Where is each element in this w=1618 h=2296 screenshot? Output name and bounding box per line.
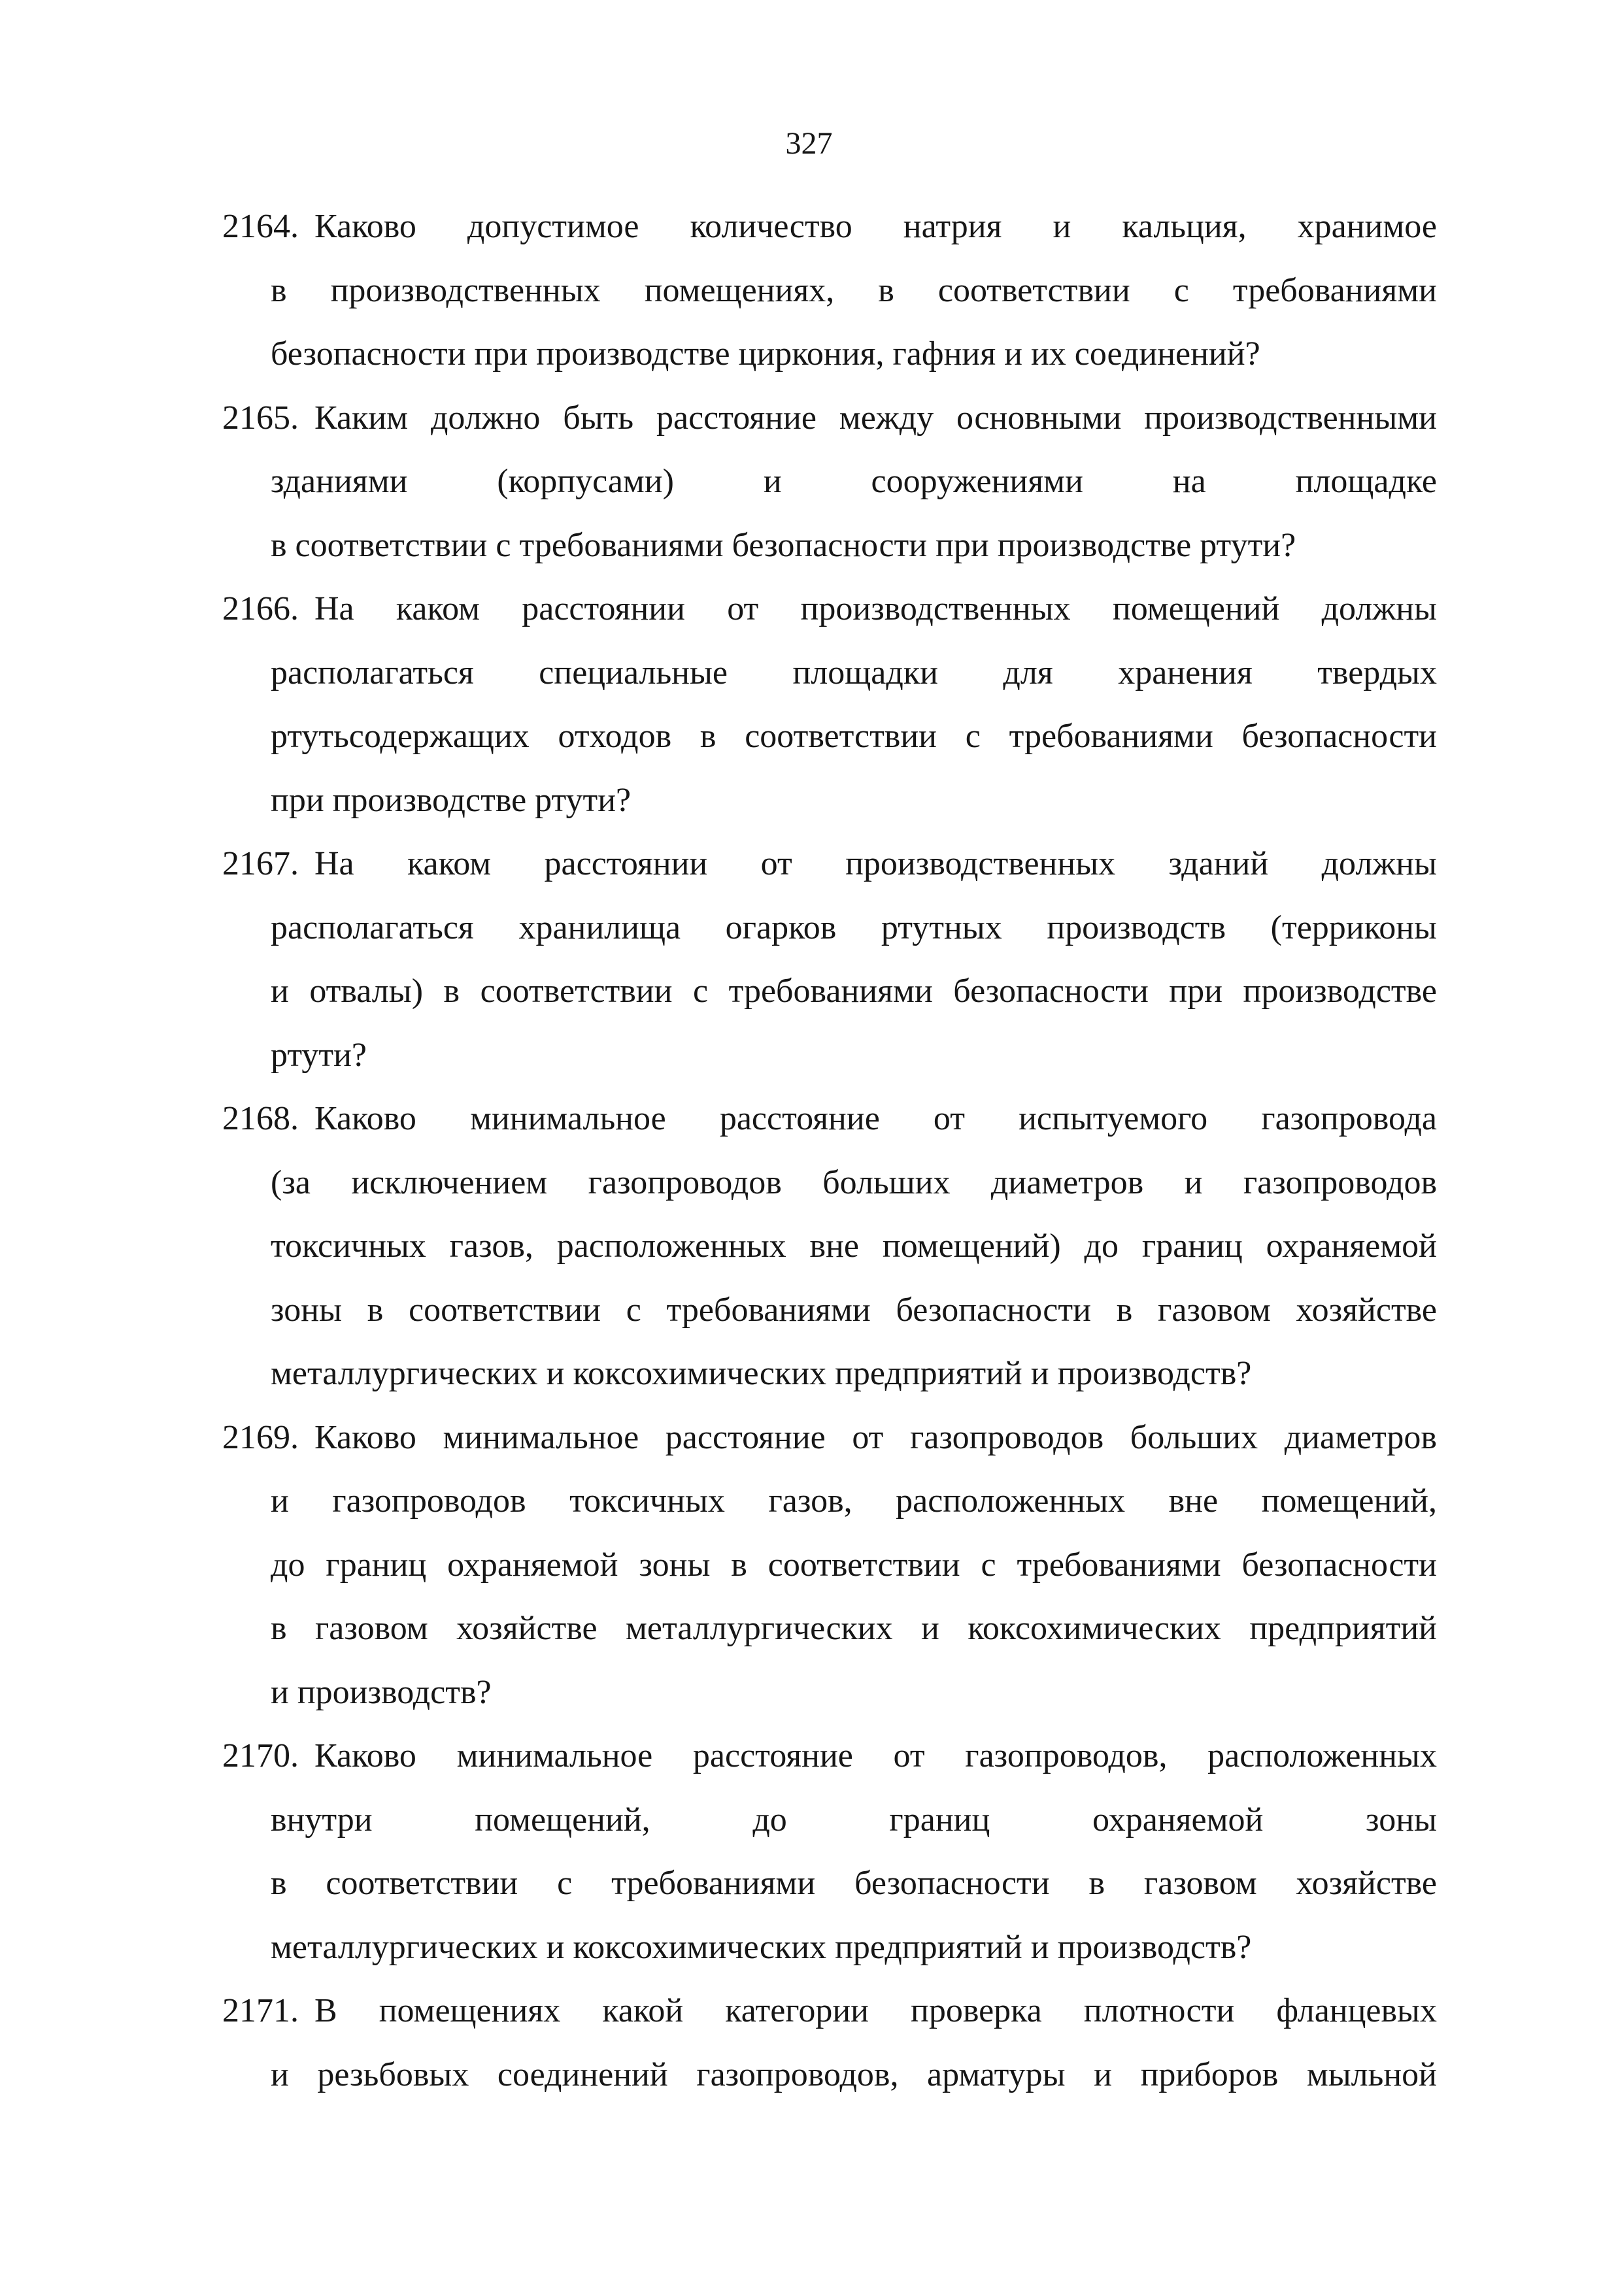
question-number: 2169.: [222, 1418, 299, 1456]
question-number: 2167.: [222, 845, 299, 882]
question-item: [222, 1724, 1437, 1979]
question-text-line: металлургических и коксохимических предприятий и производств?: [271, 1928, 1252, 1966]
question-text-line: В помещениях какой категории проверка плотности фланцевых: [314, 1992, 1437, 2029]
question-item: [222, 386, 1437, 578]
question-item: [222, 1087, 1437, 1406]
question-text-line: Каково минимальное расстояние от газопроводов больших диаметров: [314, 1418, 1437, 1456]
question-item: [222, 1406, 1437, 1725]
question-number: 2165.: [222, 399, 299, 437]
question-text-line: Каково допустимое количество натрия и кальция, хранимое: [314, 208, 1437, 245]
question-text-line: и резьбовых соединений газопроводов, арматуры и приборов мыльной: [271, 2055, 1437, 2093]
question-text-line: ртути?: [271, 1036, 367, 1074]
question-item: [222, 1979, 1437, 2106]
question-text-line: токсичных газов, расположенных вне помещений) до границ охраняемой: [271, 1227, 1437, 1265]
page-number: 327: [785, 126, 833, 161]
question-text-line: На каком расстоянии от производственных зданий должны: [314, 845, 1437, 882]
question-item: [222, 195, 1437, 386]
question-text-line: и отвалы) в соответствии с требованиями безопасности при производстве: [271, 973, 1437, 1010]
question-text-line: и газопроводов токсичных газов, расположенных вне помещений,: [271, 1482, 1437, 1520]
question-text-line: зоны в соответствии с требованиями безопасности в газовом хозяйстве: [271, 1291, 1437, 1329]
question-number: 2171.: [222, 1992, 299, 2029]
question-list: [222, 195, 1437, 2106]
question-text-line: в соответствии с требованиями безопасности при производстве ртути?: [271, 526, 1296, 564]
question-text-line: металлургических и коксохимических предприятий и производств?: [271, 1355, 1252, 1392]
question-text-line: Каково минимальное расстояние от газопроводов, расположенных: [314, 1737, 1437, 1774]
question-number: 2168.: [222, 1100, 299, 1137]
question-text-line: зданиями (корпусами) и сооружениями на площадке: [271, 463, 1437, 500]
question-number: 2170.: [222, 1737, 299, 1774]
question-text-line: ртутьсодержащих отходов в соответствии с требованиями безопасности: [271, 718, 1437, 755]
question-text-line: и производств?: [271, 1673, 492, 1711]
question-text-line: в производственных помещениях, в соответствии с требованиями: [271, 271, 1437, 309]
question-text-line: Каково минимальное расстояние от испытуемого газопровода: [314, 1100, 1437, 1137]
question-text-line: располагаться специальные площадки для хранения твердых: [271, 654, 1437, 691]
question-text-line: (за исключением газопроводов больших диаметров и газопроводов: [271, 1163, 1437, 1201]
question-text-line: внутри помещений, до границ охраняемой зоны: [271, 1801, 1437, 1838]
question-text-line: На каком расстоянии от производственных помещений должны: [314, 590, 1437, 627]
question-text-line: располагаться хранилища огарков ртутных производств (терриконы: [271, 908, 1437, 946]
question-number: 2164.: [222, 208, 299, 245]
question-text-line: безопасности при производстве циркония, гафния и их соединений?: [271, 335, 1260, 373]
question-text-line: до границ охраняемой зоны в соответствии с требованиями безопасности: [271, 1546, 1437, 1584]
question-text-line: Каким должно быть расстояние между основными производственными: [314, 399, 1437, 437]
question-item: [222, 832, 1437, 1087]
question-text-line: в соответствии с требованиями безопасности в газовом хозяйстве: [271, 1865, 1437, 1902]
question-text-line: при производстве ртути?: [271, 781, 632, 819]
question-item: [222, 577, 1437, 832]
question-number: 2166.: [222, 590, 299, 627]
question-text-line: в газовом хозяйстве металлургических и коксохимических предприятий: [271, 1610, 1437, 1647]
